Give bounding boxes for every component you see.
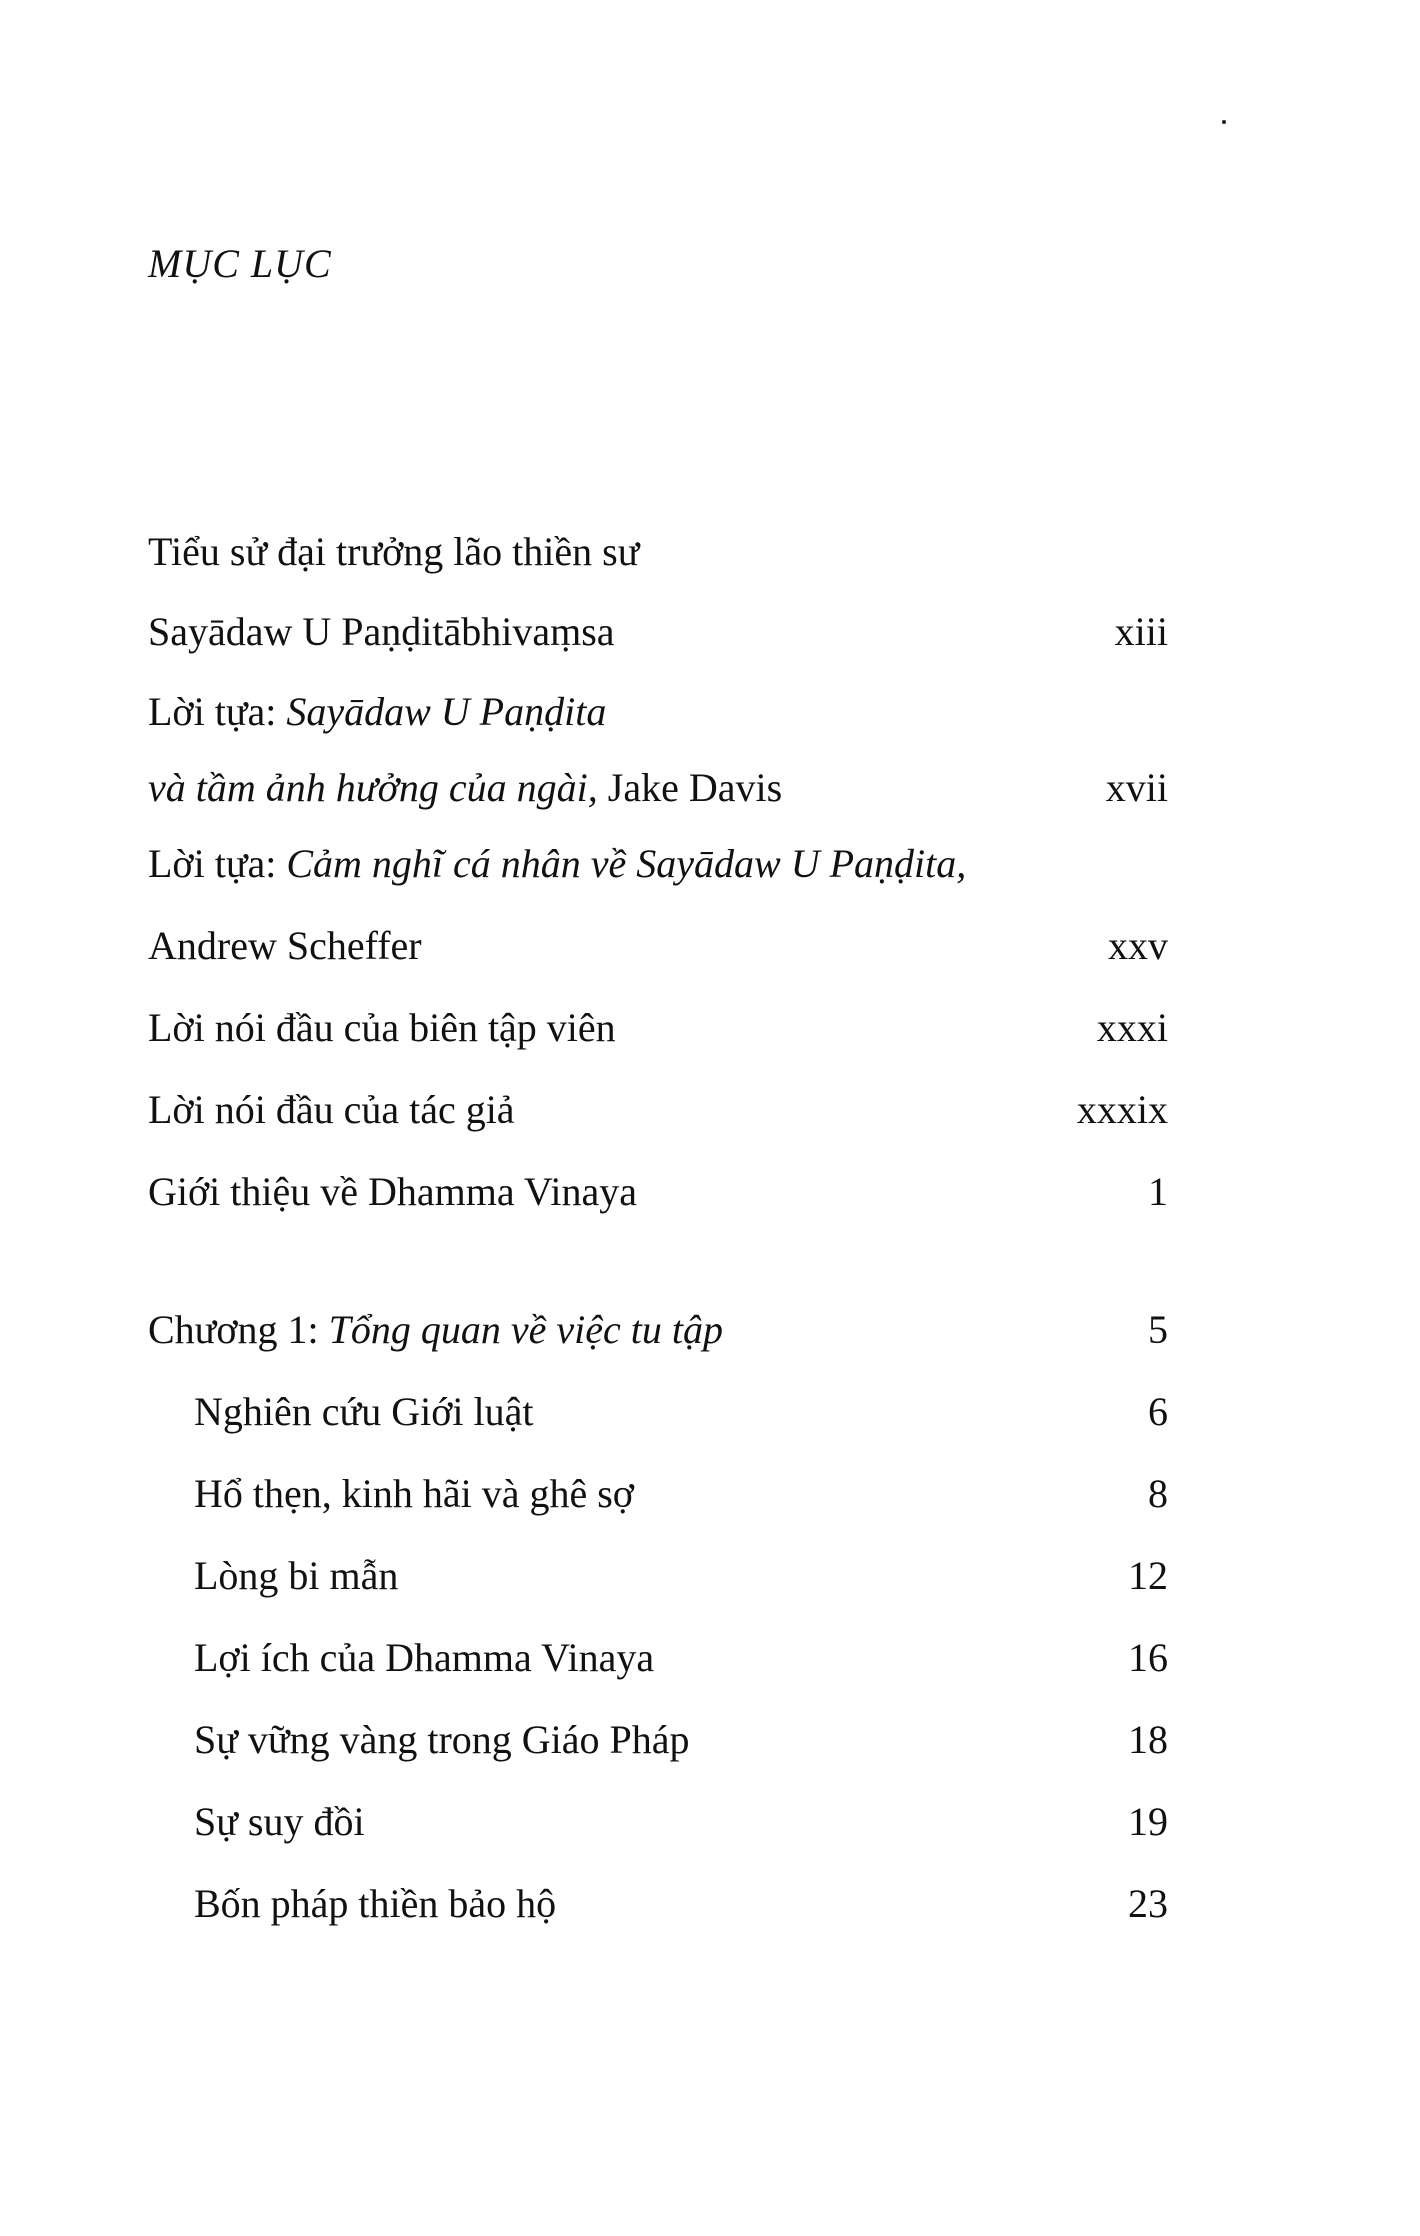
toc-entry-text [148,1306,723,1354]
toc-entry-text [148,764,782,812]
toc-section-text: Hổ thẹn, kinh hãi và ghê sợ [194,1471,634,1516]
foreword-prefix: Lời tựa: [148,689,287,734]
toc-page-number: 16 [1128,1635,1168,1680]
toc-section-text: Sự suy đồi [194,1799,365,1844]
toc-page-number: xxxi [1096,1005,1168,1050]
foreword-prefix: Lời tựa: [148,841,287,886]
toc-entry-text: Tiểu sử đại trưởng lão thiền sư [148,529,640,574]
toc-entry-text: Lời nói đầu của tác giả [148,1087,515,1132]
toc-page-number: xvii [1105,765,1168,810]
foreword-author: Andrew Scheffer [148,923,422,968]
toc-page-number: xiii [1114,609,1168,654]
chapter-prefix: Chương 1: [148,1307,329,1352]
toc-page-number: xxxix [1076,1087,1168,1132]
toc-page-number: xxv [1108,923,1168,968]
toc-entry-text [148,688,606,736]
toc-section-text: Lòng bi mẫn [194,1553,399,1598]
toc-page-number: 23 [1128,1881,1168,1926]
foreword-title: Cảm nghĩ cá nhân về Sayādaw U Paṇḍita, [286,841,967,886]
toc-section-text: Sự vững vàng trong Giáo Pháp [194,1717,690,1762]
toc-page-number: 1 [1148,1169,1168,1214]
speck-mark [1222,120,1226,124]
toc-page-number: 5 [1148,1307,1168,1352]
toc-page-number: 6 [1148,1389,1168,1434]
toc-entry-text: Giới thiệu về Dhamma Vinaya [148,1169,638,1214]
toc-section-text: Bốn pháp thiền bảo hộ [194,1881,557,1926]
foreword-title-cont: và tầm ảnh hưởng của ngài, [148,765,598,810]
toc-entry-text: Lời nói đầu của biên tập viên [148,1005,616,1050]
toc-page-number: 18 [1128,1717,1168,1762]
table-of-contents [148,0,1168,2236]
foreword-title: Sayādaw U Paṇḍita [286,689,607,734]
chapter-title: Tổng quan về việc tu tập [328,1307,723,1352]
toc-page-number: 19 [1128,1799,1168,1844]
toc-entry-text [148,840,966,888]
page-title: MỤC LỤC [148,241,332,286]
toc-section-text: Lợi ích của Dhamma Vinaya [194,1635,655,1680]
toc-entry-text: Sayādaw U Paṇḍitābhivaṃsa [148,609,615,654]
toc-page-number: 8 [1148,1471,1168,1516]
foreword-author: Jake Davis [597,765,783,810]
toc-section-text: Nghiên cứu Giới luật [194,1389,534,1434]
toc-page-number: 12 [1128,1553,1168,1598]
